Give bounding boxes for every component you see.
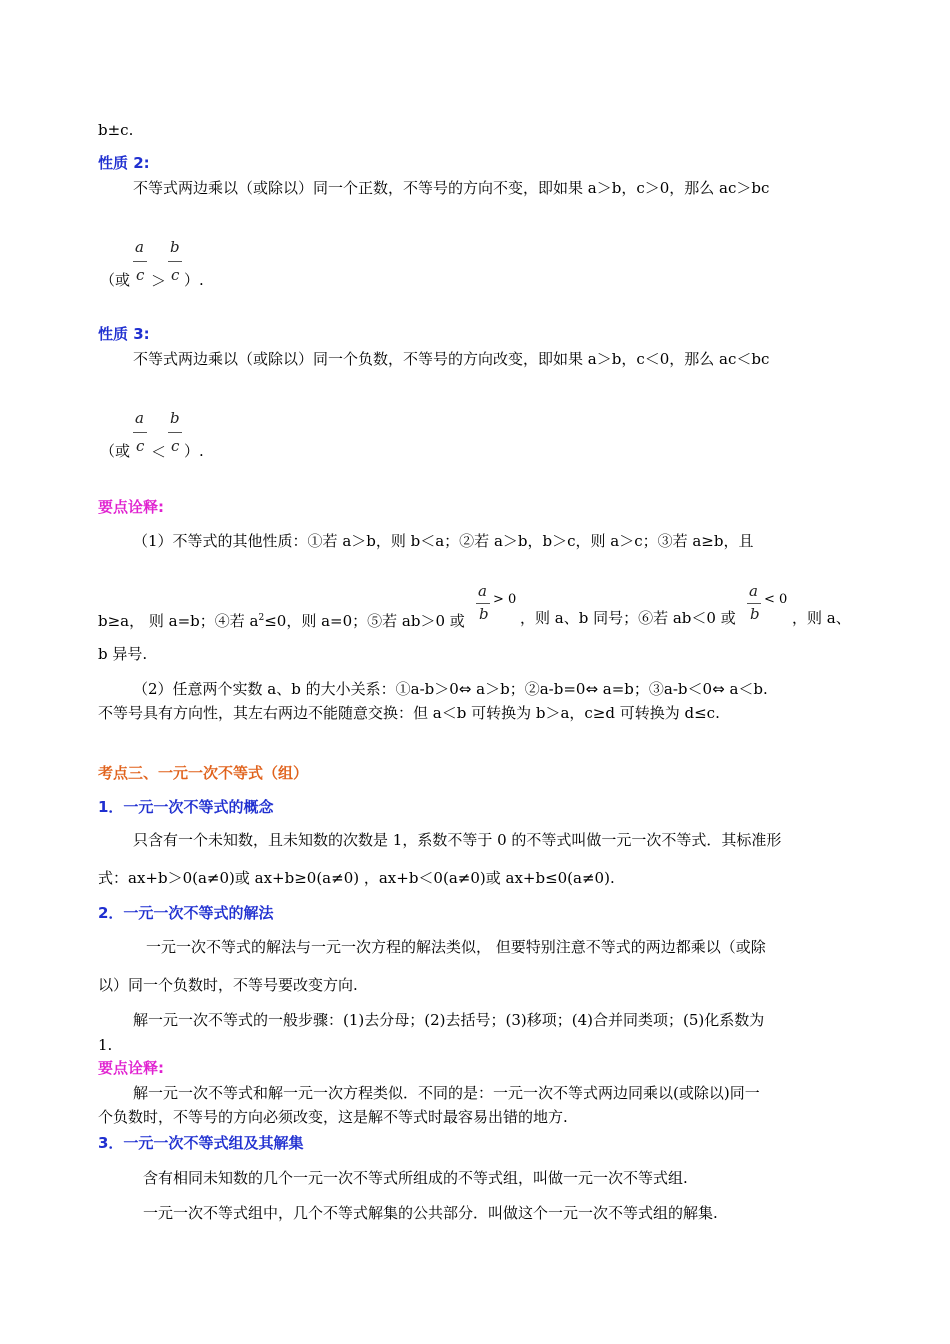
key-points-title: 要点诠释: [98, 498, 164, 516]
frac-numerator: a [135, 409, 144, 427]
note1-line1: （1）不等式的其他性质：①若 a＞b，则 b＜a；②若 a＞b，b＞c，则 a＞c；③若 a≥b，且 [133, 532, 754, 550]
property-2-text: 不等式两边乘以（或除以）同一个正数，不等号的方向不变，即如果 a＞b，c＞0，那么 ac＞bc [133, 179, 770, 197]
subsection-2-title: 2．一元一次不等式的解法 [98, 904, 274, 922]
text-segment: a=b；③a-b＜0 [602, 680, 713, 698]
frac-denominator: c [171, 266, 180, 284]
iff-symbol: ⇔ [585, 680, 599, 698]
subsection-3-title: 3．一元一次不等式组及其解集 [98, 1134, 304, 1152]
frac-numerator: a [749, 582, 758, 600]
relation: > 0 [493, 592, 517, 607]
note1-line4 [133, 679, 768, 699]
subsection-1-title: 1．一元一次不等式的概念 [98, 798, 274, 816]
text-segment: a＜b. [729, 680, 768, 698]
fraction-bar [747, 603, 761, 604]
frac-numerator: b [170, 409, 180, 427]
top-line: b±c. [98, 121, 134, 139]
note2-line2: 个负数时，不等号的方向必须改变，这是解不等式时最容易出错的地方. [98, 1108, 568, 1126]
s2-line4: 1. [98, 1036, 113, 1054]
fraction-bar [168, 432, 182, 433]
frac-numerator: b [170, 238, 180, 256]
section-3-title: 考点三、一元一次不等式（组） [98, 764, 309, 782]
superscript: 2 [258, 613, 265, 623]
operator: ＞ [151, 272, 167, 290]
text-segment: ≤0，则 a=0；⑤若 ab＞0 或 [264, 612, 465, 630]
s3-line1: 含有相同未知数的几个一元一次不等式所组成的不等式组，叫做一元一次不等式组. [143, 1169, 688, 1187]
suffix: ）. [184, 442, 204, 460]
fraction-bar [476, 603, 490, 604]
iff-symbol: ⇔ [712, 680, 725, 698]
property-3-text: 不等式两边乘以（或除以）同一个负数，不等号的方向改变，即如果 a＞b，c＜0，那么 ac＜bc [133, 350, 770, 368]
text-segment: （2）任意两个实数 a、b 的大小关系：①a-b＞0 [133, 680, 459, 698]
note1-line5: 不等号具有方向性，其左右两边不能随意交换：但 a＜b 可转换为 b＞a，c≥d 可转换为 d≤c. [98, 704, 720, 722]
note1-line2-c: ，则 a、b 同号；⑥若 ab＜0 或 [520, 609, 736, 627]
note1-line2-d: ，则 a、 [792, 609, 851, 627]
fraction-bar [168, 261, 182, 262]
note1-line3: b 异号. [98, 645, 148, 663]
property-3-title: 性质 3: [98, 325, 150, 343]
s1-line1: 只含有一个未知数，且未知数的次数是 1，系数不等于 0 的不等式叫做一元一次不等式．其标准形 [133, 831, 782, 849]
property-2-title: 性质 2: [98, 154, 150, 172]
relation: < 0 [764, 592, 788, 607]
prefix: （或 [100, 271, 131, 289]
s1-line2: 式：ax+b＞0(a≠0)或 ax+b≥0(a≠0) ，ax+b＜0(a≠0)或 ax+b≤0(a≠0). [98, 869, 615, 887]
note2-line1: 解一元一次不等式和解一元一次方程类似．不同的是：一元一次不等式两边同乘以(或除以)同一 [133, 1084, 760, 1102]
note1-line2-a [98, 608, 465, 631]
text-segment: b≥a， 则 a=b；④若 a [98, 612, 259, 630]
text-segment: a＞b；②a-b=0 [476, 680, 586, 698]
s2-line2: 以）同一个负数时，不等号要改变方向. [98, 976, 358, 994]
prefix: （或 [100, 442, 131, 460]
fraction-bar [133, 432, 147, 433]
frac-denominator: c [171, 437, 180, 455]
s2-line3: 解一元一次不等式的一般步骤：(1)去分母；(2)去括号；(3)移项；(4)合并同类项；(5)化系数为 [133, 1011, 765, 1029]
frac-numerator: a [478, 582, 487, 600]
frac-denominator: b [750, 605, 760, 623]
suffix: ）. [184, 271, 204, 289]
frac-numerator: a [135, 238, 144, 256]
fraction-bar [133, 261, 147, 262]
iff-symbol: ⇔ [458, 680, 472, 698]
frac-denominator: b [479, 605, 489, 623]
key-points-title-2: 要点诠释: [98, 1059, 164, 1077]
s2-line1: 一元一次不等式的解法与一元一次方程的解法类似， 但要特别注意不等式的两边都乘以（或除 [146, 938, 766, 956]
s3-line2: 一元一次不等式组中，几个不等式解集的公共部分．叫做这个一元一次不等式组的解集. [143, 1204, 718, 1222]
operator: ＜ [151, 443, 167, 461]
frac-denominator: c [136, 266, 145, 284]
frac-denominator: c [136, 437, 145, 455]
